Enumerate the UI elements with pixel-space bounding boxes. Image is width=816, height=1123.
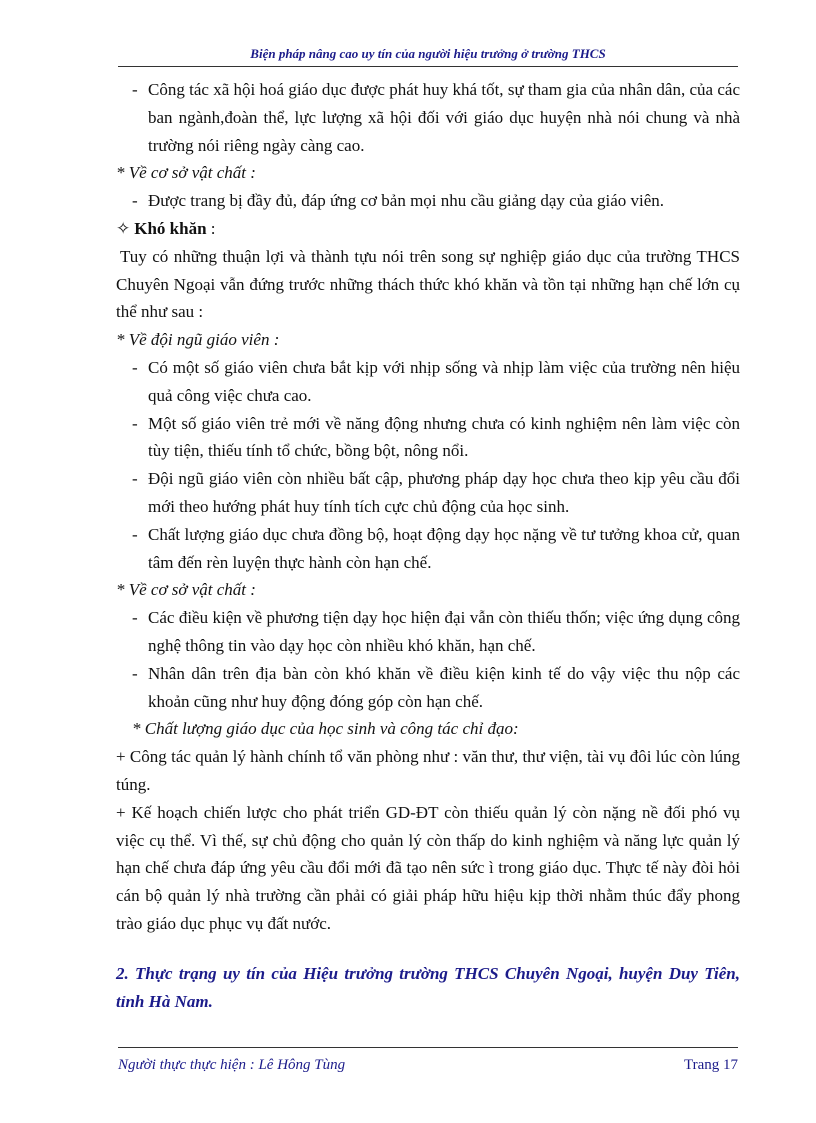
bullet-text: Nhân dân trên địa bàn còn khó khăn về điều kiện kinh tế do vậy việc thu nộp các khoản cũng như huy động đóng góp còn hạn chế.: [148, 663, 740, 711]
bullet-text: Chất lượng giáo dục chưa đồng bộ, hoạt động dạy học nặng về tư tưởng khoa cử, quan tâm đến rèn luyện thực hành còn hạn chế.: [148, 524, 740, 572]
footer-author: Người thực thực hiện : Lê Hông Tùng: [118, 1057, 346, 1073]
bullet-dash: -: [132, 469, 138, 489]
bullet-text: Được trang bị đầy đủ, đáp ứng cơ bản mọi nhu cầu giảng dạy của giáo viên.: [148, 191, 665, 211]
list-item: [116, 660, 740, 716]
header-divider: [118, 66, 738, 67]
plus-paragraph: + Kế hoạch chiến lược cho phát triển GD-ĐT còn thiếu quản lý còn nặng nề đối phó vụ việc cụ thể. Vì thế, sự chủ động cho quản lý còn thấp do kinh nghiệm và năng lực quản lý hạn chế chưa đáp ứng yêu cầu đổi mới đã tạo nên sức ì trong giáo dục. Thực tế này đòi hỏi cán bộ quản lý nhà trường cần phải có giải pháp hữu hiệu kịp thời nhằm thúc đẩy phong trào giáo dục phục vụ đất nước.: [116, 802, 740, 933]
bullet-dash: -: [132, 80, 138, 99]
subheading-teachers: * Về đội ngũ giáo viên :: [116, 330, 280, 350]
page-label: Trang: [683, 1057, 720, 1073]
plus-paragraph: + Công tác quản lý hành chính tổ văn phòng như : văn thư, thư viện, tài vụ đôi lúc còn lúng túng.: [116, 747, 740, 794]
list-item: [116, 410, 740, 466]
subheading-facilities: * Về cơ sở vật chất :: [116, 580, 256, 600]
bullet-text: Có một số giáo viên chưa bắt kịp với nhịp sống và nhịp làm việc của trường nên hiệu quả công việc chưa cao.: [148, 357, 740, 405]
diamond-icon: ✧: [116, 218, 131, 238]
bullet-text: Đội ngũ giáo viên còn nhiều bất cập, phương pháp dạy học chưa theo kịp yêu cầu đổi mới theo hướng phát huy tính tích cực chủ động của học sinh.: [148, 469, 740, 516]
bullet-text: Các điều kiện về phương tiện dạy học hiện đại vẫn còn thiếu thốn; việc ứng dụng công nghệ thông tin vào dạy học còn nhiều khó khăn, hạn chế.: [148, 608, 740, 655]
subheading-quality: * Chất lượng giáo dục của học sinh và công tác chỉ đạo:: [132, 719, 519, 739]
bullet-dash: -: [132, 608, 138, 628]
list-item: [116, 187, 740, 215]
difficulty-colon: :: [206, 218, 216, 238]
page-number: [684, 1057, 738, 1074]
bullet-dash: -: [132, 191, 138, 211]
bullet-dash: -: [132, 524, 138, 544]
subheading-facilities: * Về cơ sở vật chất :: [116, 163, 256, 183]
list-item: [116, 76, 740, 159]
bullet-dash: -: [132, 663, 138, 683]
bullet-dash: -: [132, 357, 138, 377]
page-number-value: 17: [723, 1057, 738, 1073]
list-item: [116, 354, 740, 410]
footer-divider: [118, 1047, 738, 1048]
bullet-dash: -: [132, 413, 138, 433]
bullet-text: Một số giáo viên trẻ mới về năng động nhưng chưa có kinh nghiệm nên làm việc còn tùy tiện, thiếu tính tổ chức, bồng bột, nông nổi.: [148, 413, 740, 461]
page-body: [116, 76, 740, 1015]
difficulty-heading: [116, 215, 740, 243]
list-item: [116, 521, 740, 577]
intro-paragraph: Tuy có những thuận lợi và thành tựu nói trên song sự nghiệp giáo dục của trường THCS Chuyên Ngoại vẫn đứng trước những thách thức khó khăn và tồn tại những hạn chế lớn cụ thể như sau :: [116, 246, 740, 322]
difficulty-label: Khó khăn: [134, 218, 207, 238]
bullet-text: Công tác xã hội hoá giáo dục được phát huy khá tốt, sự tham gia của nhân dân, của các ban ngành,đoàn thể, lực lượng xã hội đối với giáo dục huyện nhà nói chung và nhà trường nói riêng ngày càng cao.: [148, 80, 740, 155]
list-item: [116, 604, 740, 660]
section-heading: 2. Thực trạng uy tín của Hiệu trưởng trường THCS Chuyên Ngoại, huyện Duy Tiên, tỉnh Hà Nam.: [116, 963, 740, 1011]
list-item: [116, 465, 740, 521]
running-header: Biện pháp nâng cao uy tín của người hiệu trưởng ở trường THCS: [250, 46, 606, 61]
